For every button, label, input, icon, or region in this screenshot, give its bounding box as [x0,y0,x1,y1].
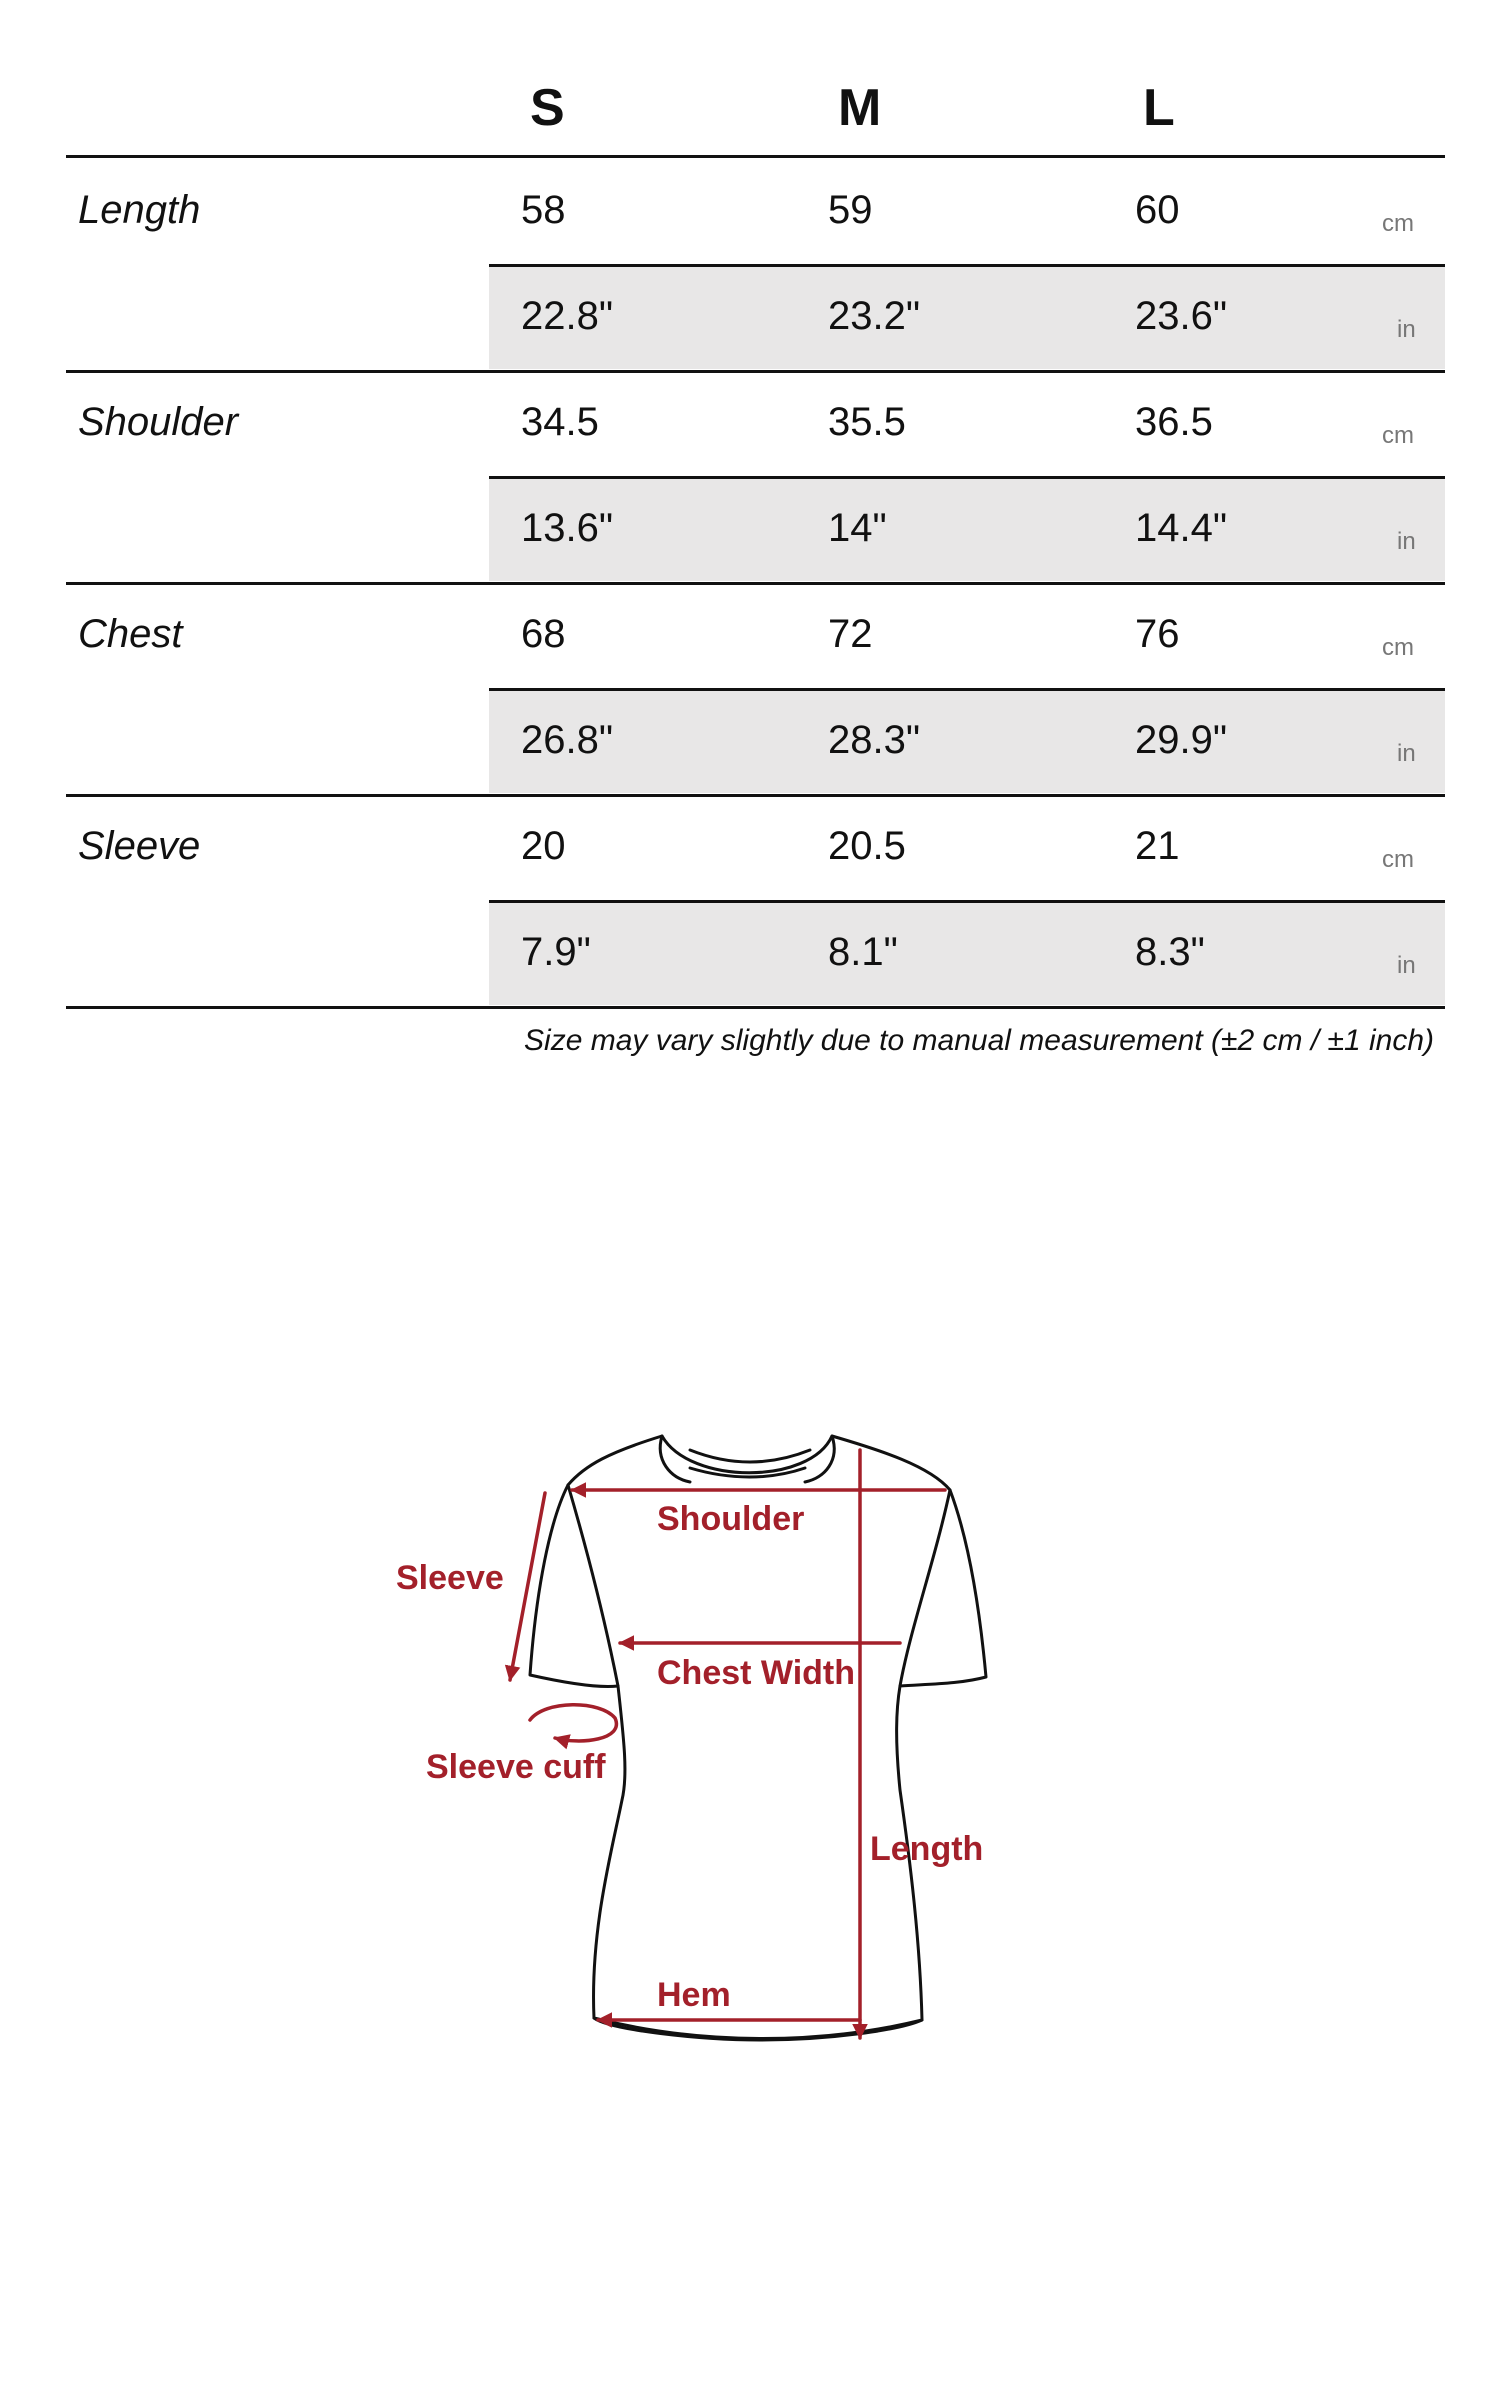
measurement-label-chest: Chest [78,612,183,656]
inch-value: 26.8" [521,718,614,762]
inch-row-shade [489,901,1445,1005]
size-header-m: M [838,79,882,137]
size-header-s: S [530,79,565,137]
cm-value: 21 [1135,824,1180,868]
inch-value: 14.4" [1135,506,1228,550]
table-bottom-rule [66,1006,1445,1009]
inch-value: 29.9" [1135,718,1228,762]
measurement-label-length: Length [78,188,201,232]
inch-value: 14" [828,506,887,550]
measurement-note: Size may vary slightly due to manual measurement (±2 cm / ±1 inch) [524,1024,1434,1057]
inch-value: 8.1" [828,930,898,974]
cm-value: 60 [1135,188,1180,232]
unit-in: in [1397,740,1416,767]
inch-row-shade [489,689,1445,793]
measurement-label-sleeve: Sleeve [78,824,201,868]
size-header-l: L [1143,79,1175,137]
inch-row-shade [489,477,1445,581]
unit-cm: cm [1382,422,1414,449]
cm-value: 59 [828,188,873,232]
sleeve-label: Sleeve [396,1559,504,1597]
cm-value: 68 [521,612,566,656]
unit-in: in [1397,528,1416,555]
group-divider [66,582,1445,585]
cm-value: 20 [521,824,566,868]
inch-value: 8.3" [1135,930,1205,974]
cm-value: 72 [828,612,873,656]
sleeve-cuff-label: Sleeve cuff [426,1748,606,1786]
inch-value: 23.2" [828,294,921,338]
inch-value: 28.3" [828,718,921,762]
unit-cm: cm [1382,210,1414,237]
row-divider [489,264,1445,267]
unit-in: in [1397,316,1416,343]
group-divider [66,794,1445,797]
measurement-label-shoulder: Shoulder [78,400,239,444]
shoulder-label: Shoulder [657,1500,805,1538]
inch-value: 23.6" [1135,294,1228,338]
length-label: Length [870,1830,984,1868]
unit-cm: cm [1382,634,1414,661]
chest-width-label: Chest Width [657,1654,856,1692]
cm-value: 36.5 [1135,400,1213,444]
inch-row-shade [489,265,1445,369]
inch-value: 13.6" [521,506,614,550]
row-divider [489,476,1445,479]
measurement-arrows [510,1450,945,2038]
unit-in: in [1397,952,1416,979]
row-divider [489,688,1445,691]
inch-value: 7.9" [521,930,591,974]
cm-value: 20.5 [828,824,906,868]
header-rule [66,155,1445,158]
inch-value: 22.8" [521,294,614,338]
tshirt-measurement-diagram [0,1380,1500,2080]
group-divider [66,370,1445,373]
cm-value: 58 [521,188,566,232]
sleeve-cuff-arrow [530,1705,616,1741]
hem-label: Hem [657,1976,731,2014]
cm-value: 76 [1135,612,1180,656]
unit-cm: cm [1382,846,1414,873]
cm-value: 34.5 [521,400,599,444]
row-divider [489,900,1445,903]
cm-value: 35.5 [828,400,906,444]
